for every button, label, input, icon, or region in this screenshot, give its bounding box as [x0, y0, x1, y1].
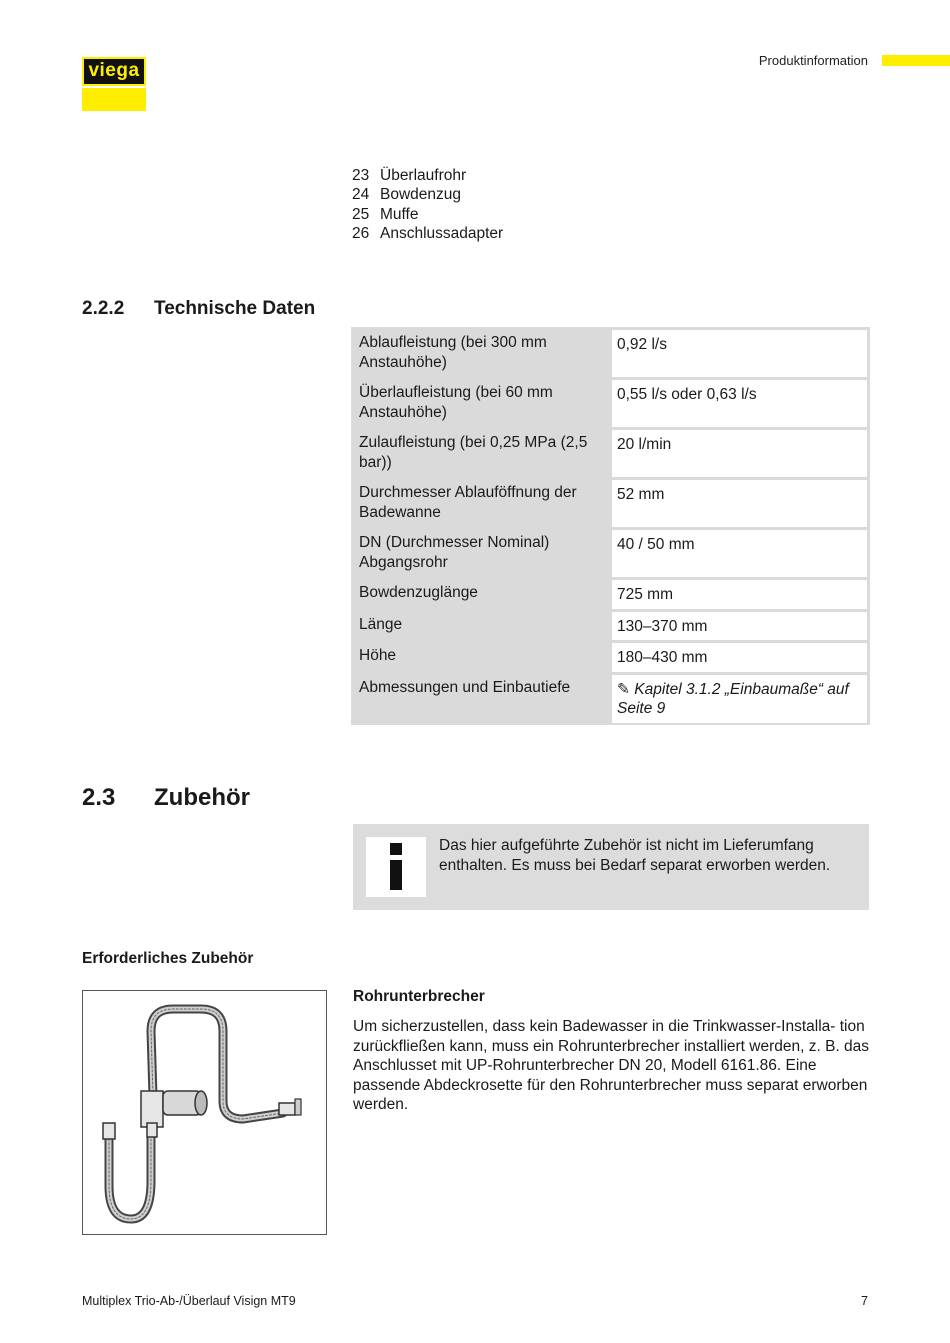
- table-value: 130–370 mm: [612, 612, 867, 641]
- table-row: [351, 577, 870, 609]
- table-value: 0,92 l/s: [612, 330, 867, 377]
- info-icon: [366, 837, 426, 897]
- table-value: 0,55 l/s oder 0,63 l/s: [612, 380, 867, 427]
- table-label: Überlaufleistung (bei 60 mm Anstauhöhe): [359, 384, 553, 421]
- table-value: 52 mm: [612, 480, 867, 527]
- table-row: [351, 640, 870, 672]
- section-heading-technische-daten: 2.2.2 Technische Daten: [82, 298, 316, 319]
- table-row: [351, 377, 870, 427]
- table-label: Bowdenzuglänge: [359, 584, 478, 601]
- table-row: [351, 477, 870, 527]
- page-number: 7: [861, 1294, 868, 1308]
- info-text: Das hier aufgeführte Zubehör ist nicht im Lieferumfang enthalten. Es muss bei Bedarf separat erworben werden.: [439, 837, 831, 874]
- list-item: 24 Bowdenzug: [352, 186, 462, 204]
- viega-logo: [82, 57, 146, 111]
- table-row: [351, 609, 870, 641]
- table-label: Höhe: [359, 647, 397, 664]
- table-row: [351, 672, 870, 723]
- table-label: Durchmesser Ablauföffnung der Badewanne: [359, 484, 577, 521]
- table-label: Abmessungen und Einbautiefe: [359, 678, 571, 696]
- tech-data-table: [351, 327, 870, 725]
- table-label: Länge: [359, 615, 403, 633]
- header-label: Produktinformation: [758, 53, 868, 68]
- product-illustration: [82, 990, 327, 1235]
- info-box: [353, 824, 869, 910]
- table-row: [351, 527, 870, 577]
- parts-list: [352, 166, 503, 243]
- required-accessories-heading: Erforderliches Zubehör: [82, 950, 254, 967]
- header-accent-bar: [882, 55, 950, 66]
- list-item: 26 Anschlussadapter: [352, 224, 504, 242]
- table-value: 40 / 50 mm: [612, 530, 867, 577]
- table-value: 725 mm: [612, 580, 867, 609]
- list-item: 23 Überlaufrohr: [352, 167, 467, 184]
- table-label: Ablaufleistung (bei 300 mm Anstauhöhe): [359, 334, 547, 371]
- chapter-reference-link[interactable]: ✎ Kapitel 3.1.2 „Einbaumaße“ auf Seite 9: [612, 675, 867, 723]
- table-row: [351, 427, 870, 477]
- list-item: 25 Muffe: [352, 205, 419, 223]
- pipe-interrupter-drawing: [83, 991, 326, 1234]
- table-label: Zulaufleistung (bei 0,25 MPa (2,5 bar)): [359, 434, 588, 471]
- table-value: 180–430 mm: [612, 643, 867, 672]
- item-description: Um sicherzustellen, dass kein Badewasser in die Trinkwasser-Installa- tion zurückfließen kann, muss ein Rohrunterbrecher installiert werden, z. B. das Anschlusset mit UP-Rohrunterbrecher DN 20, Modell 6161.86. Eine passende Abdeckrosette für den Rohrunterbrecher muss separat erworben werden.: [353, 1018, 870, 1113]
- item-title-rohrunterbrecher: Rohrunterbrecher: [353, 988, 485, 1005]
- footer-title: Multiplex Trio-Ab-/Überlauf Visign MT9: [82, 1294, 296, 1308]
- table-value: 20 l/min: [612, 430, 867, 477]
- table-row: [351, 327, 870, 377]
- table-label: DN (Durchmesser Nominal) Abgangsrohr: [359, 534, 550, 571]
- section-heading-zubehoer: 2.3 Zubehör: [82, 784, 250, 811]
- brand-name: viega: [88, 60, 140, 81]
